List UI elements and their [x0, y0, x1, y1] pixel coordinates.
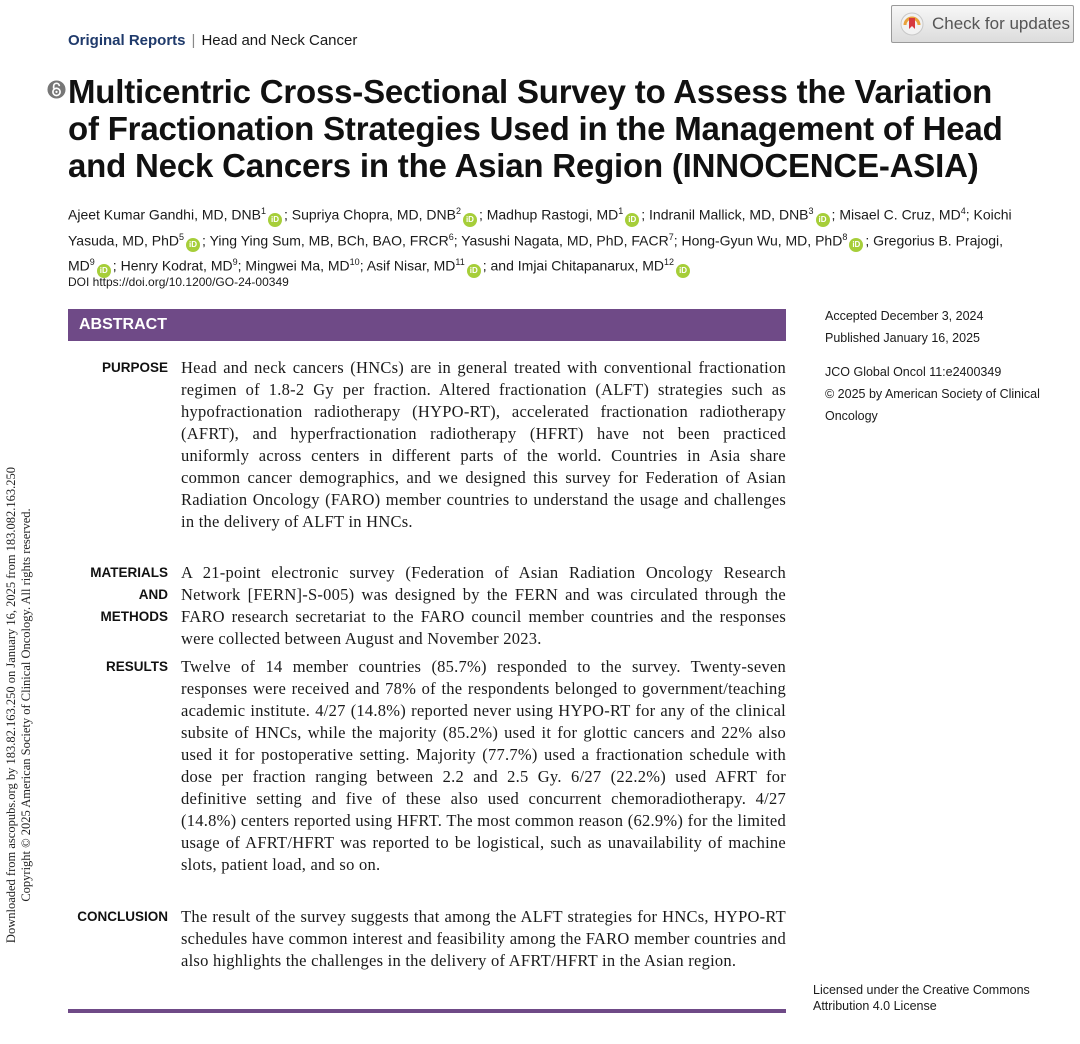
author-separator: ; [237, 257, 246, 274]
author-separator: ; and [482, 257, 518, 274]
author-affiliation: 8 [842, 231, 848, 242]
abstract-label: RESULTS [105, 659, 168, 674]
author-affiliation: 7 [668, 231, 674, 242]
author-affiliation: 2 [455, 206, 461, 216]
orcid-icon[interactable]: iD [463, 213, 477, 227]
article-title: Multicentric Cross-Sectional Survey to Assess the Variation of Fractionation Strategies Used in the Management of Head and Neck Cancers in the Asian Region (INNOCENCE-ASIA) [68, 73, 1003, 184]
author-name: Koichi Yasuda, MD, PhD [68, 206, 1012, 249]
license-notice[interactable]: Licensed under the Creative Commons Attribution 4.0 License [813, 983, 1030, 1013]
author-affiliation: 11 [455, 257, 465, 268]
orcid-icon[interactable]: iD [849, 238, 863, 252]
author-affiliation: 1 [260, 206, 266, 216]
author-separator: ; [202, 232, 210, 249]
download-notice [4, 420, 44, 990]
check-for-updates-label: Check for updates [932, 14, 1070, 33]
abstract-text: The result of the survey suggests that among the ALFT strategies for HNCs, HYPO-RT schedules have common interest and feasibility among the FARO member countries and also highlights the challenges in the delivery of AFRT/HFRT in the Asian region. [181, 907, 786, 970]
abstract-label: PURPOSE [101, 360, 168, 375]
author-name: Hong-Gyun Wu, MD, PhD [681, 232, 843, 249]
author-separator: ; [831, 206, 840, 223]
abstract-text: A 21-point electronic survey (Federation of Asian Radiation Oncology Research Network [FERN]-S-005) was designed by the FERN and was circulated through the FARO research secretariat to the FARO council member countries and the responses were collected between August and November 2023. [181, 563, 786, 648]
author-separator: ; [478, 206, 487, 223]
author-separator: ; [359, 257, 367, 274]
author-affiliation: 3 [808, 206, 814, 216]
orcid-icon[interactable]: iD [676, 264, 690, 278]
orcid-icon[interactable]: iD [268, 213, 282, 227]
abstract-text: Head and neck cancers (HNCs) are in general treated with conventional fractionation regimen of 1.8-2 Gy per fraction. Altered fractionation (ALFT) strategies such as hypofractionation radiotherapy (HYPO-RT), accelerated fractionation radiotherapy (AFRT), and hyperfractionation radiotherapy (HFRT) have not been practiced uniformly across centers in different parts of the world. Countries in Asia share common cancer demographics, and we designed this survey for Federation of Asian Radiation Oncology (FARO) member countries to understand the usage and challenges in the delivery of ALFT in HNCs. [181, 358, 786, 531]
author-affiliation: 9 [232, 257, 238, 268]
author-name: Asif Nisar, MD [366, 257, 456, 274]
author-name: Misael C. Cruz, MD [839, 206, 961, 223]
author-separator: ; [453, 232, 462, 249]
abstract-heading: ABSTRACT [68, 309, 786, 341]
author-name: Mingwei Ma, MD [245, 257, 350, 274]
accepted-date: Accepted December 3, 2024 [825, 309, 984, 323]
abstract-label: CONCLUSION [77, 909, 168, 924]
author-affiliation: 4 [960, 206, 966, 216]
open-access-icon [47, 80, 66, 99]
orcid-icon[interactable]: iD [186, 238, 200, 252]
article-meta [825, 305, 1045, 427]
copyright-notice: © 2025 by American Society of Clinical Oncology [825, 387, 1040, 423]
abstract-label: MATERIALS AND METHODS [90, 565, 168, 624]
journal-citation: JCO Global Oncol 11:e2400349 [825, 365, 1002, 379]
author-name: Ajeet Kumar Gandhi, MD, DNB [68, 206, 261, 223]
author-separator: ; [112, 257, 121, 274]
crossmark-icon [900, 12, 924, 36]
author-affiliation: 5 [179, 231, 185, 242]
author-affiliation: 6 [448, 231, 454, 242]
author-name: Gregorius B. Prajogi, MD [68, 232, 1004, 274]
section-breadcrumb [68, 32, 357, 49]
section-label[interactable]: Original Reports [68, 32, 186, 49]
author-separator: ; [641, 206, 650, 223]
author-separator: ; [865, 232, 874, 249]
download-notice-line2: Copyright © 2025 American Society of Clinical Oncology. All rights reserved. [19, 508, 33, 902]
orcid-icon[interactable]: iD [625, 213, 639, 227]
doi-link[interactable]: DOI https://doi.org/10.1200/GO-24-00349 [68, 275, 289, 289]
orcid-icon[interactable]: iD [97, 264, 111, 278]
orcid-icon[interactable]: iD [467, 264, 481, 278]
author-separator: ; [283, 206, 292, 223]
author-affiliation: 1 [618, 206, 624, 216]
author-name: Ying Ying Sum, MB, BCh, BAO, FRCR [209, 232, 449, 249]
author-list [68, 201, 1028, 278]
breadcrumb-separator: | [191, 32, 196, 49]
author-name: Imjai Chitapanarux, MD [517, 257, 665, 274]
abstract-bottom-rule [68, 1009, 786, 1013]
published-date: Published January 16, 2025 [825, 331, 980, 345]
author-separator: ; [965, 206, 974, 223]
author-name: Indranil Mallick, MD, DNB [649, 206, 809, 223]
author-affiliation: 10 [349, 257, 360, 268]
subsection-label[interactable]: Head and Neck Cancer [201, 32, 358, 49]
author-name: Henry Kodrat, MD [120, 257, 233, 274]
download-notice-line1: Downloaded from ascopubs.org by 183.82.163.250 on January 16, 2025 from 183.082.163.250 [4, 466, 18, 944]
author-affiliation: 12 [664, 257, 675, 268]
check-for-updates-button[interactable] [891, 5, 1074, 43]
author-name: Supriya Chopra, MD, DNB [291, 206, 456, 223]
author-name: Yasushi Nagata, MD, PhD, FACR [461, 232, 669, 249]
orcid-icon[interactable]: iD [816, 213, 830, 227]
author-name: Madhup Rastogi, MD [486, 206, 619, 223]
author-affiliation: 9 [89, 257, 95, 268]
author-separator: ; [673, 232, 682, 249]
abstract-text: Twelve of 14 member countries (85.7%) responded to the survey. Twenty-seven responses were received and 78% of the respondents belonged to government/teaching academic institute. 4/27 (14.8%) reported never using HYPO-RT for any of the clinical subsite of HNCs, while the majority (85.2%) used it for glottic cancers and 22% also used it for postoperative setting. Majority (77.7%) used a fractionation schedule with dose per fraction ranging between 2.2 and 2.5 Gy. 6/27 (22.2%) used AFRT for definitive setting and five of these also used concurrent chemoradiotherapy. 4/27 (14.8%) centers reported using HFRT. The most common reason (62.9%) for the limited usage of AFRT/HFRT was reported to be logistical, such as unavailability of machine slots, patient load, and so on. [181, 657, 786, 874]
